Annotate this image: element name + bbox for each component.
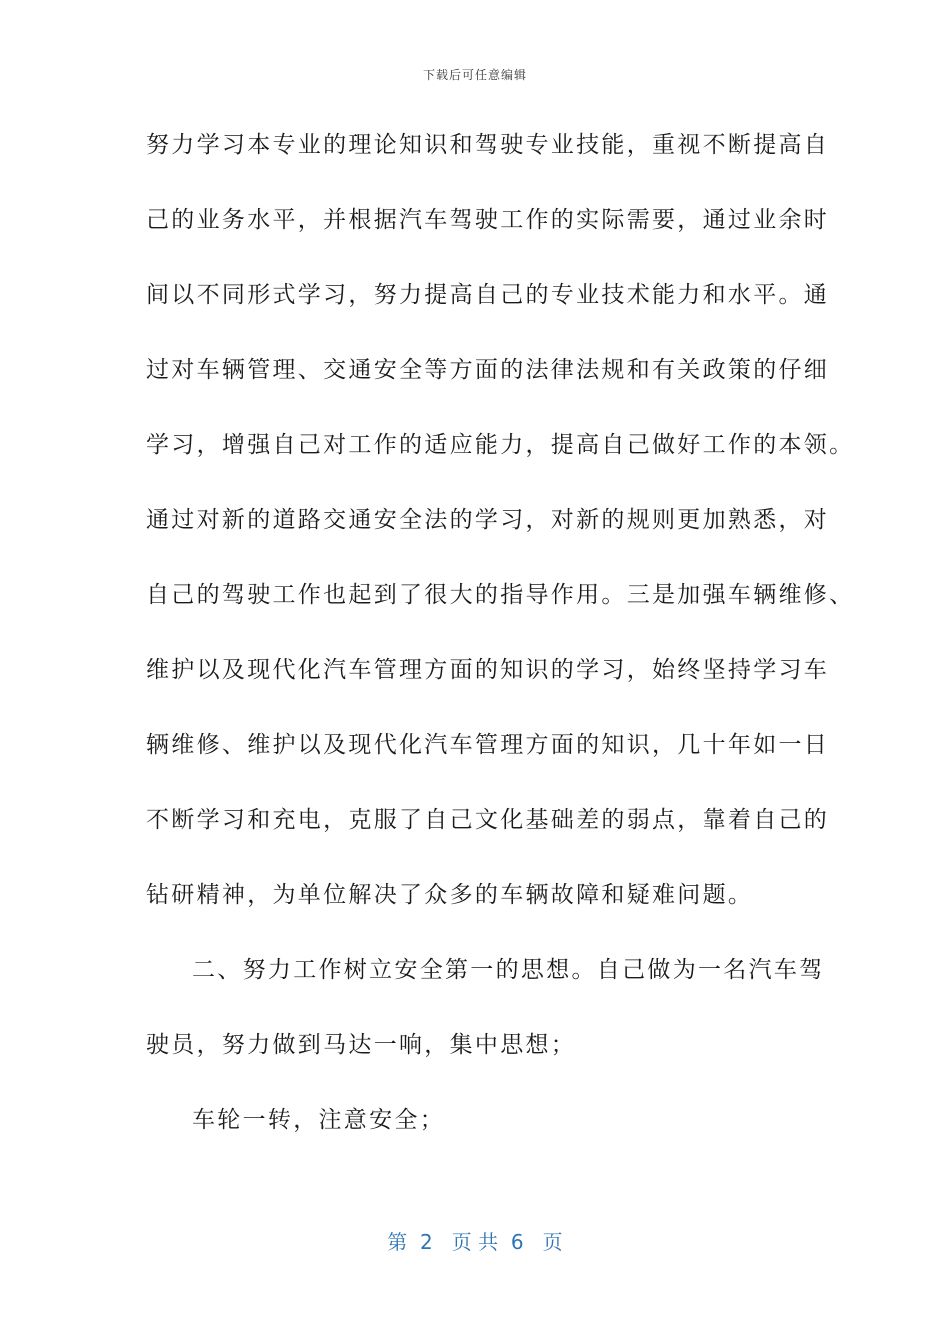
- text-line: 过对车辆管理、交通安全等方面的法律法规和有关政策的仔细: [146, 357, 830, 383]
- text-line: 驶员，努力做到马达一响，集中思想；: [146, 1032, 577, 1058]
- text-line: 己的业务水平，并根据汽车驾驶工作的实际需要，通过业余时: [146, 207, 830, 233]
- page-header: 下载后可任意编辑: [422, 68, 527, 82]
- text-line: 间以不同形式学习，努力提高自己的专业技术能力和水平。通: [146, 282, 830, 308]
- text-line: 维护以及现代化汽车管理方面的知识的学习，始终坚持学习车: [146, 657, 830, 683]
- text-line: 自己的驾驶工作也起到了很大的指导作用。三是加强车辆维修、: [146, 582, 855, 608]
- text-line: 钻研精神，为单位解决了众多的车辆故障和疑难问题。: [146, 882, 754, 908]
- text-line: 努力学习本专业的理论知识和驾驶专业技能，重视不断提高自: [146, 132, 830, 158]
- text-line: 学习，增强自己对工作的适应能力，提高自己做好工作的本领。: [146, 432, 855, 458]
- text-line: 车轮一转，注意安全；: [192, 1107, 445, 1133]
- paragraph-2: [146, 947, 825, 1097]
- text-line: 二、努力工作树立安全第一的思想。自己做为一名汽车驾: [192, 957, 825, 983]
- paragraph-1: [146, 122, 855, 947]
- text-line: 通过对新的道路交通安全法的学习，对新的规则更加熟悉，对: [146, 507, 830, 533]
- paragraph-3: [146, 1097, 812, 1172]
- text-line: 不断学习和充电，克服了自己文化基础差的弱点，靠着自己的: [146, 807, 830, 833]
- text-line: 辆维修、维护以及现代化汽车管理方面的知识，几十年如一日: [146, 732, 830, 758]
- document-body: [146, 122, 855, 1172]
- page-number-footer: 第 2 页 共 6 页: [387, 1230, 563, 1254]
